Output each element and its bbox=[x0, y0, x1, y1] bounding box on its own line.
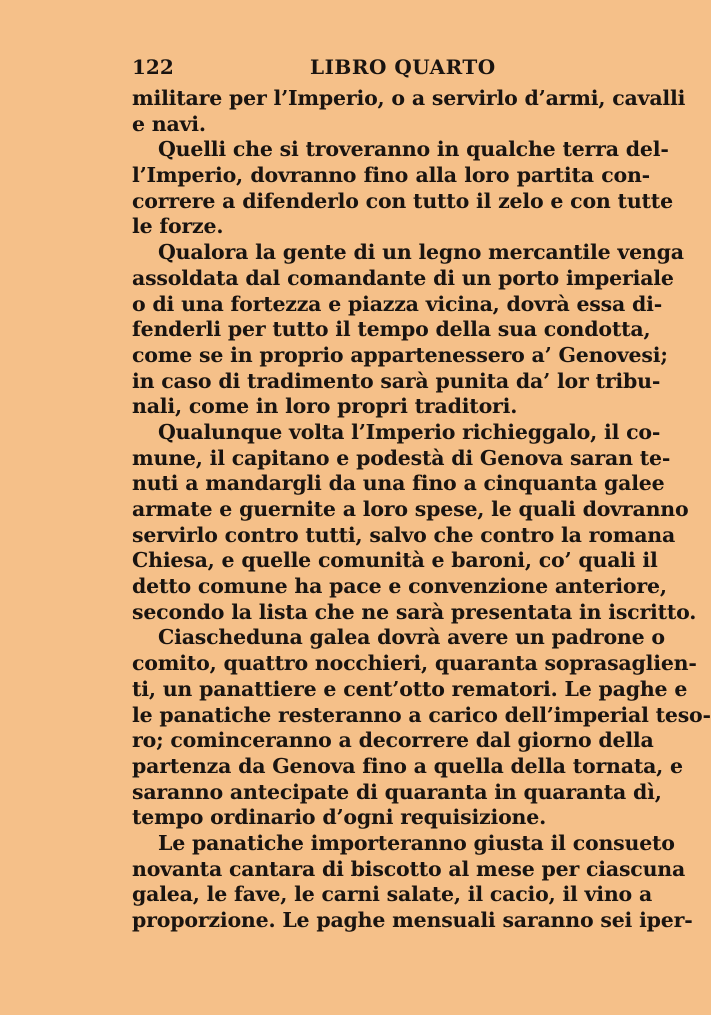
body-text bbox=[132, 86, 711, 934]
text-line: galea, le fave, le carni salate, il cacio, il vino a bbox=[132, 882, 653, 907]
text-line: fenderli per tutto il tempo della sua condotta, bbox=[132, 317, 651, 342]
text-line: novanta cantara di biscotto al mese per ciascuna bbox=[132, 856, 686, 881]
text-line: partenza da Genova fino a quella della tornata, e bbox=[132, 753, 683, 778]
text-line: le forze. bbox=[132, 214, 224, 239]
text-line: tempo ordinario d’ogni requisizione. bbox=[132, 805, 547, 830]
text-line: e navi. bbox=[132, 111, 206, 136]
text-line: Quelli che si troveranno in qualche terra del- bbox=[158, 137, 669, 162]
text-line: come se in proprio appartenessero a’ Genovesi; bbox=[132, 342, 668, 367]
page-number: 122 bbox=[132, 55, 174, 79]
text-line: militare per l’Imperio, o a servirlo d’armi, cavalli bbox=[132, 86, 686, 110]
text-line: assoldata dal comandante di un porto imperiale bbox=[132, 265, 674, 290]
text-line: servirlo contro tutti, salvo che contro la romana bbox=[132, 522, 676, 547]
text-line: saranno antecipate di quaranta in quaranta dì, bbox=[132, 779, 662, 804]
text-line: o di una fortezza e piazza vicina, dovrà essa di- bbox=[132, 291, 663, 316]
text-line: Le panatiche importeranno giusta il consueto bbox=[158, 830, 675, 855]
text-line: nali, come in loro propri traditori. bbox=[132, 394, 518, 419]
text-line: Qualora la gente di un legno mercantile venga bbox=[158, 240, 684, 265]
text-line: ro; cominceranno a decorrere dal giorno della bbox=[132, 728, 654, 753]
text-line: nuti a mandargli da una fino a cinquanta galee bbox=[132, 471, 665, 496]
text-line: armate e guernite a loro spese, le quali dovranno bbox=[132, 497, 689, 521]
page-header bbox=[132, 55, 650, 85]
text-line: le panatiche resteranno a carico dell’imperial teso- bbox=[132, 702, 711, 727]
text-line: comito, quattro nocchieri, quaranta soprasaglien- bbox=[132, 651, 697, 676]
text-line: l’Imperio, dovranno fino alla loro partita con- bbox=[132, 163, 650, 188]
text-line: ti, un panattiere e cent’otto rematori. Le paghe e bbox=[132, 676, 688, 701]
text-line: proporzione. Le paghe mensuali saranno sei iper- bbox=[132, 908, 693, 932]
text-line: correre a difenderlo con tutto il zelo e con tutte bbox=[132, 188, 673, 213]
text-line: secondo la lista che ne sarà presentata in iscritto. bbox=[132, 599, 697, 624]
running-title: LIBRO QUARTO bbox=[310, 55, 496, 79]
text-line: in caso di tradimento sarà punita da’ lor tribu- bbox=[132, 368, 661, 393]
text-line: Chiesa, e quelle comunità e baroni, co’ quali il bbox=[132, 548, 658, 573]
text-line: detto comune ha pace e convenzione anteriore, bbox=[132, 574, 667, 599]
text-line: Ciascheduna galea dovrà avere un padrone o bbox=[158, 625, 665, 650]
text-line: mune, il capitano e podestà di Genova saran te- bbox=[132, 445, 671, 470]
text-line: Qualunque volta l’Imperio richieggalo, il co- bbox=[158, 419, 661, 444]
